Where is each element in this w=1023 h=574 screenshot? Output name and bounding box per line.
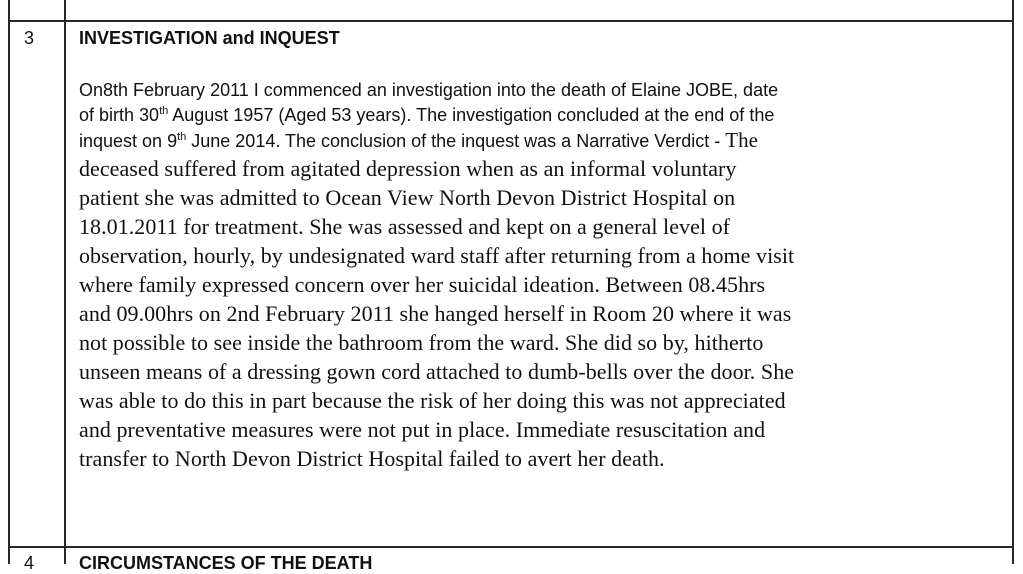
body-line <box>79 128 999 154</box>
row-divider-top <box>8 20 1014 22</box>
ordinal-suffix: th <box>177 131 187 143</box>
body-line <box>79 103 999 128</box>
next-section-heading: CIRCUMSTANCES OF THE DEATH <box>79 553 373 573</box>
table-right-border <box>1012 0 1014 564</box>
table-column-divider <box>64 0 66 564</box>
table-left-border <box>8 0 10 564</box>
body-line: unseen means of a dressing gown cord attached to dumb-bells over the door. She <box>79 359 795 384</box>
ordinal-suffix: th <box>159 105 169 117</box>
body-line: deceased suffered from agitated depression when as an informal voluntary <box>79 156 737 181</box>
body-line: and preventative measures were not put in place. Immediate resuscitation and <box>79 417 766 442</box>
body-line: transfer to North Devon District Hospital failed to avert her death. <box>79 446 665 471</box>
body-text: The <box>725 128 758 152</box>
body-line: not possible to see inside the bathroom from the ward. She did so by, hitherto <box>79 330 764 355</box>
body-line: 18.01.2011 for treatment. She was assessed and kept on a general level of <box>79 214 731 239</box>
body-text: On8th February 2011 I commenced an investigation into the death of Elaine JOBE, date <box>79 80 779 100</box>
next-section-number: 4 <box>24 553 35 573</box>
body-line: and 09.00hrs on 2nd February 2011 she hanged herself in Room 20 where it was <box>79 301 792 326</box>
body-text: June 2014. The conclusion of the inquest was a Narrative Verdict - <box>186 131 726 151</box>
body-line: where family expressed concern over her suicidal ideation. Between 08.45hrs <box>79 272 766 297</box>
body-text: August 1957 (Aged 53 years). The investigation concluded at the end of the <box>168 105 775 125</box>
body-line: was able to do this in part because the risk of her doing this was not appreciated <box>79 388 786 413</box>
row-divider-bottom <box>8 546 1014 548</box>
body-text: inquest on 9 <box>79 131 178 151</box>
section-number: 3 <box>24 28 35 48</box>
body-line: patient she was admitted to Ocean View North Devon District Hospital on <box>79 185 736 210</box>
body-text: of birth 30 <box>79 105 160 125</box>
section-body <box>79 78 999 473</box>
body-line <box>79 78 999 103</box>
section-heading: INVESTIGATION and INQUEST <box>79 28 340 48</box>
body-line: observation, hourly, by undesignated ward staff after returning from a home visit <box>79 243 795 268</box>
